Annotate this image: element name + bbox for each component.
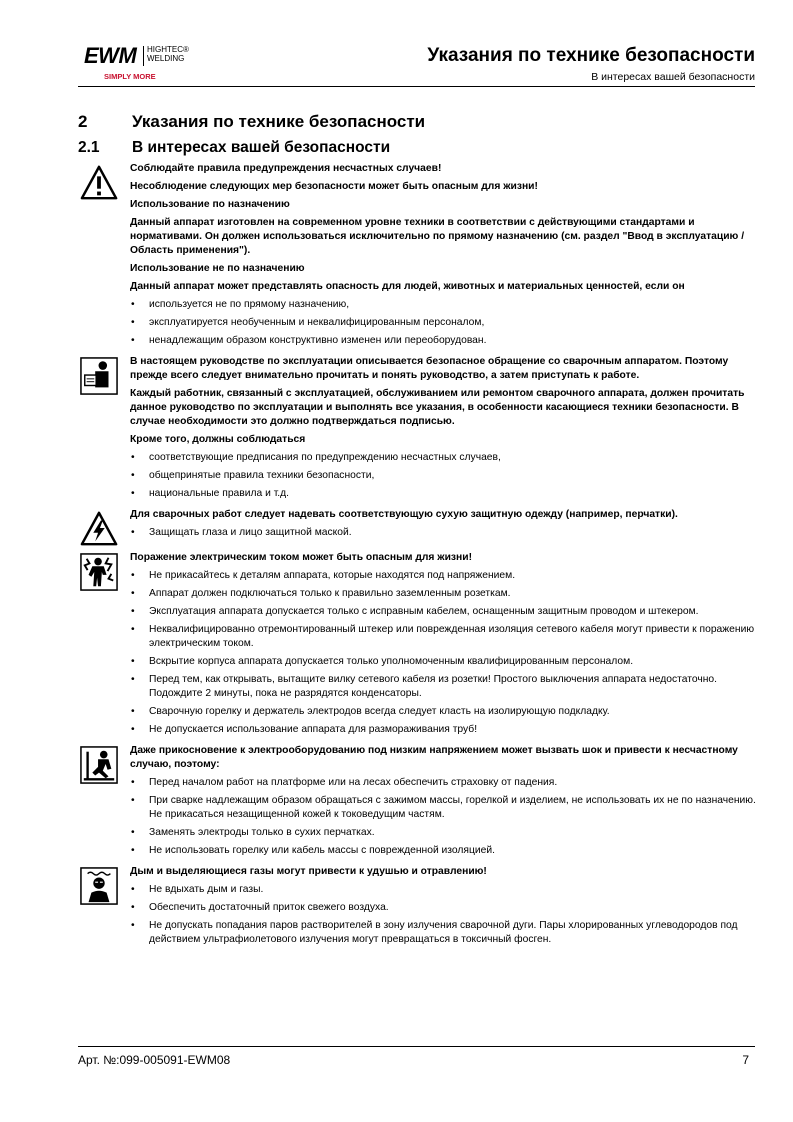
bullet-list — [130, 298, 757, 348]
safety-paragraph: Использование не по назначению — [130, 263, 305, 274]
bullet-item: • Сварочную горелку и держатель электродов всегда следует класть на изолирующую подкладку. — [130, 705, 757, 719]
safety-paragraph: Несоблюдение следующих мер безопасности может быть опасным для жизни! — [130, 181, 538, 192]
electric-shock-icon — [80, 551, 130, 741]
bullet-list — [130, 883, 757, 947]
subsection-heading — [78, 139, 390, 157]
bullet-item: • эксплуатируется необученным и неквалифицированным персоналом, — [130, 316, 757, 330]
bullet-item: • Вскрытие корпуса аппарата допускается только уполномоченным квалифицированным персоналом. — [130, 655, 757, 669]
safety-paragraph: Кроме того, должны соблюдаться — [130, 434, 306, 445]
bullet-item: • используется не по прямому назначению, — [130, 298, 757, 312]
bullet-item: • Не использовать горелку или кабель массы с поврежденной изоляцией. — [130, 844, 757, 858]
bullet-item: • ненадлежащим образом конструктивно изменен или переоборудован. — [130, 334, 757, 348]
safety-content — [80, 162, 757, 951]
bullet-item: • Неквалифицированно отремонтированный штекер или поврежденная изоляция сетевого кабеля могут привести к поражению электрическим током. — [130, 623, 757, 651]
header-divider — [78, 86, 755, 87]
section-heading — [78, 112, 425, 132]
page-number: 7 — [742, 1053, 749, 1067]
bullet-item: • Перед тем, как открывать, вытащите вилку сетевого кабеля из розетки! Простого выключения аппарата недостаточно. Подождите 2 минуты, пока не разрядятся конденсаторы. — [130, 673, 757, 701]
safety-paragraph: Поражение электрическим током может быть опасным для жизни! — [130, 552, 473, 563]
safety-block-body — [130, 865, 757, 951]
bullet-item: • национальные правила и т.д. — [130, 487, 757, 501]
safety-paragraph: В настоящем руководстве по эксплуатации описывается безопасное обращение со сварочным аппаратом. Поэтому прежде всего следует внимательно прочитать и понять руководство, а затем приступать к работе. — [130, 356, 729, 381]
bullet-item: • общепринятые правила техники безопасности, — [130, 469, 757, 483]
bullet-list — [130, 526, 757, 540]
toxic-fumes-icon — [80, 865, 130, 951]
bullet-list — [130, 776, 757, 858]
fall-hazard-icon — [80, 744, 130, 862]
warning-triangle-icon — [80, 162, 130, 352]
bullet-item: • Не допускать попадания паров растворителей в зону излучения сварочной дуги. Пары хлорированных углеводородов под действием ультрафиолетового излучения могут превращаться в токсичный фосген. — [130, 919, 757, 947]
high-voltage-icon — [80, 508, 130, 548]
safety-paragraph: Для сварочных работ следует надевать соответствующую сухую защитную одежду (например, перчатки). — [130, 509, 678, 520]
safety-block-body — [130, 162, 757, 352]
safety-paragraph: Использование по назначению — [130, 199, 290, 210]
bullet-item: • соответствующие предписания по предупреждению несчастных случаев, — [130, 451, 757, 465]
bullet-item: • Эксплуатация аппарата допускается только с исправным кабелем, оснащенным защитным проводом и штекером. — [130, 605, 757, 619]
logo-slogan: SIMPLY MORE — [104, 72, 156, 81]
subsection-title: В интересах вашей безопасности — [132, 139, 391, 156]
bullet-list — [130, 451, 757, 501]
section-number: 2 — [78, 112, 88, 131]
safety-block-body — [130, 551, 757, 741]
safety-paragraph: Соблюдайте правила предупреждения несчастных случаев! — [130, 163, 442, 174]
footer-divider — [78, 1046, 755, 1047]
logo-separator — [143, 46, 144, 66]
bullet-item: • Заменять электроды только в сухих перчатках. — [130, 826, 757, 840]
safety-paragraph: Данный аппарат может представлять опасность для людей, животных и материальных ценностей, если он — [130, 281, 685, 292]
bullet-item: • При сварке надлежащим образом обращаться с зажимом массы, горелкой и изделием, не использовать их не по назначению. Не прикасаться незащищенной кожей к токоведущим частям. — [130, 794, 757, 822]
bullet-item: • Не вдыхать дым и газы. — [130, 883, 757, 897]
bullet-item: • Перед началом работ на платформе или на лесах обеспечить страховку от падения. — [130, 776, 757, 790]
safety-paragraph: Даже прикосновение к электрооборудованию под низким напряжением может вызвать шок и привести к несчастному случаю, поэтому: — [130, 745, 738, 770]
article-number: Арт. №:099-005091-EWM08 — [78, 1053, 231, 1067]
safety-paragraph: Данный аппарат изготовлен на современном уровне техники в соответствии с действующими стандартами и нормативами. Он должен использоваться исключительно по прямому назначению (см. раздел "Ввод в эксплуатацию / Область применения"). — [130, 217, 745, 256]
safety-block — [80, 355, 757, 505]
safety-block-body — [130, 744, 757, 862]
bullet-item: • Защищать глаза и лицо защитной маской. — [130, 526, 757, 540]
safety-paragraph: Каждый работник, связанный с эксплуатацией, обслуживанием или ремонтом сварочного аппарата, должен прочитать данное руководство по эксплуатации и выполнять все указания, в особенности касающиеся техники безопасности. В случае необходимости это должно подтверждаться подписью. — [130, 388, 745, 427]
bullet-item: • Аппарат должен подключаться только к правильно заземленным розеткам. — [130, 587, 757, 601]
bullet-item: • Не допускается использование аппарата для размораживания труб! — [130, 723, 757, 737]
bullet-item: • Не прикасайтесь к деталям аппарата, которые находятся под напряжением. — [130, 569, 757, 583]
safety-block-body — [130, 355, 757, 505]
logo-hightec: HIGHTEC® — [147, 45, 189, 54]
logo-brand: EWM — [84, 43, 137, 68]
header-subtitle: В интересах вашей безопасности — [591, 71, 755, 83]
read-manual-icon — [80, 355, 130, 505]
safety-block — [80, 508, 757, 548]
section-title: Указания по технике безопасности — [132, 112, 426, 131]
safety-block — [80, 744, 757, 862]
bullet-item: • Обеспечить достаточный приток свежего воздуха. — [130, 901, 757, 915]
safety-paragraph: Дым и выделяющиеся газы могут привести к удушью и отравлению! — [130, 866, 487, 877]
safety-block — [80, 551, 757, 741]
ewm-logo — [84, 42, 204, 82]
logo-welding: WELDING — [147, 54, 185, 63]
safety-block — [80, 865, 757, 951]
header-title: Указания по технике безопасности — [427, 45, 755, 66]
bullet-list — [130, 569, 757, 737]
subsection-number: 2.1 — [78, 139, 100, 156]
safety-block-body — [130, 508, 757, 548]
safety-block — [80, 162, 757, 352]
